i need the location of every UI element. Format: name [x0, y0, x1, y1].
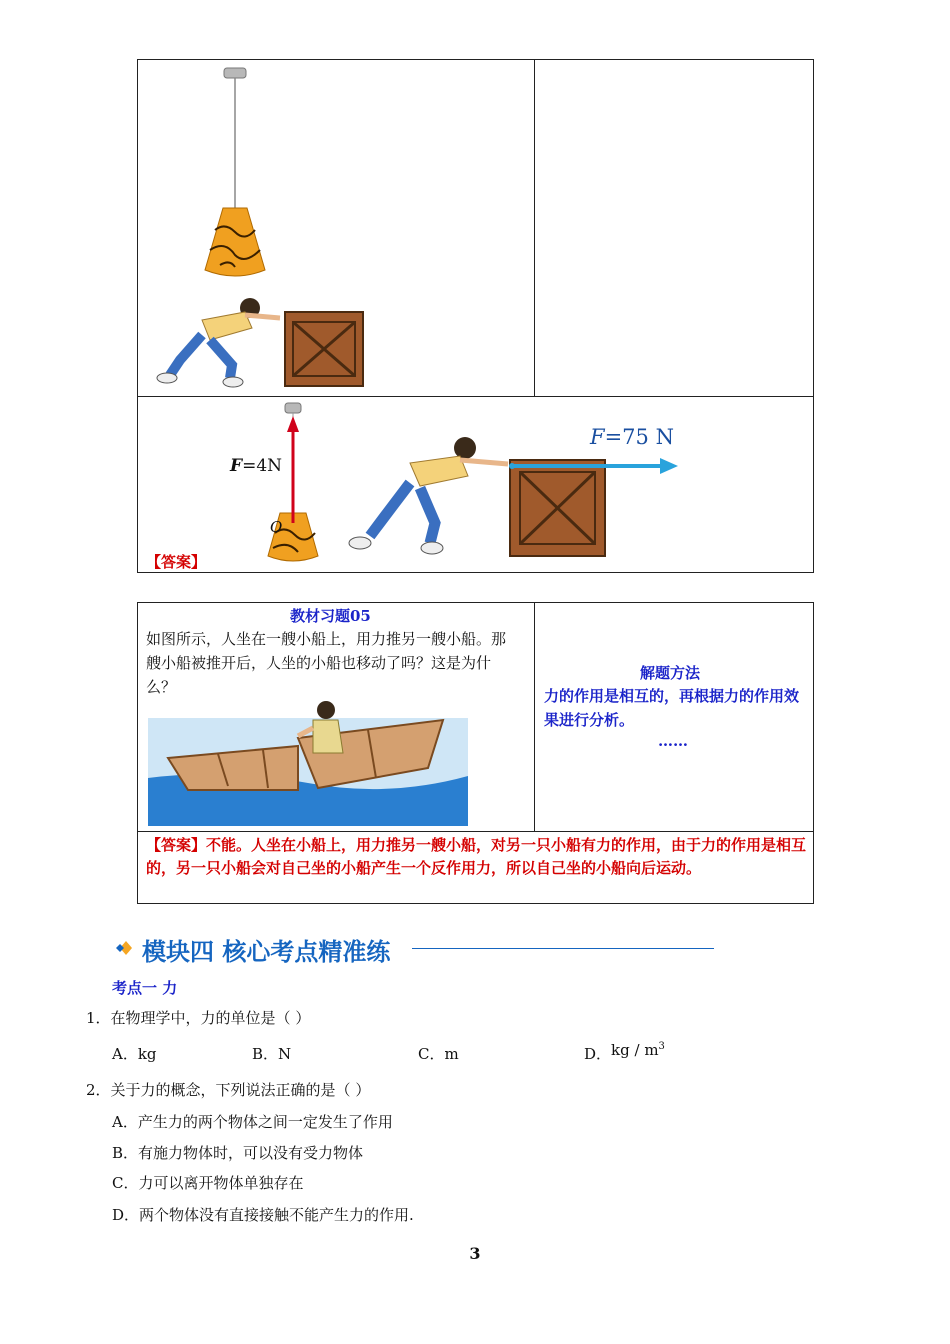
method-ellipsis: …… — [658, 732, 688, 750]
table2-answer — [146, 834, 808, 880]
boat-figure — [148, 698, 468, 826]
question-1-option-a: A．kg — [112, 1045, 157, 1063]
boy-pushing-box-answer — [349, 437, 508, 554]
wooden-box — [285, 312, 363, 386]
box-force-value: =75 N — [604, 425, 674, 449]
question-1-stem: 1．在物理学中，力的单位是（ ） — [86, 1009, 311, 1027]
table1-answer-label: 【答案】 — [146, 553, 207, 571]
section-header — [114, 930, 724, 966]
page-number: 3 — [469, 1244, 481, 1263]
box-force-symbol: F — [590, 425, 605, 449]
table2-answer-text: 不能。人坐在小船上，用力推另一艘小船，对另一只小船有力的作用，由于力的作用是相互的，另一只小船会对自己坐的小船产生一个反作用力，所以自己坐的小船向后运动。 — [146, 836, 807, 877]
table-divider-horizontal — [137, 396, 814, 397]
question-1-option-b: B．N — [252, 1045, 292, 1063]
question-2-stem: 2．关于力的概念，下列说法正确的是（ ） — [86, 1081, 371, 1099]
box-force-label — [590, 425, 674, 449]
table2-answer-label: 【答案】 — [146, 836, 207, 854]
question-1-option-c: C．m — [418, 1045, 459, 1063]
section-rule — [412, 948, 714, 949]
lamp-force-value: =4N — [242, 456, 283, 476]
boy-pushing-box — [157, 298, 280, 387]
exercise-title: 教材习题05 — [290, 607, 371, 625]
method-title: 解题方法 — [640, 664, 701, 682]
table2-divider-horizontal — [137, 831, 814, 832]
question-2-option-d: D．两个物体没有直接接触不能产生力的作用. — [112, 1206, 414, 1224]
question-2-option-c: C．力可以离开物体单独存在 — [112, 1174, 304, 1192]
lamp-force-symbol: F — [230, 456, 243, 476]
exercise-question: 如图所示，人坐在一艘小船上，用力推另一艘小船。那艘小船被推开后，人坐的小船也移动了吗？这是为什么？ — [146, 630, 507, 696]
lamp-force-label — [230, 456, 282, 476]
force-diagram-figure — [220, 398, 700, 570]
question-1-option-d — [584, 1043, 665, 1064]
question-2-option-b: B．有施力物体时，可以没有受力物体 — [112, 1144, 364, 1162]
diamond-icon — [114, 938, 138, 958]
wooden-box-answer — [510, 460, 605, 556]
question-1-option-d-label: D． — [584, 1045, 612, 1063]
question-1-option-d-sup: 3 — [658, 1041, 665, 1052]
point-o-label: O — [270, 518, 283, 536]
lamp-and-box-figure — [140, 60, 530, 393]
method-text: 力的作用是相互的，再根据力的作用效果进行分析。 — [544, 687, 800, 729]
section-subtitle: 考点一 力 — [112, 979, 178, 997]
question-1-option-d-unit: kg / m — [611, 1041, 659, 1059]
table-divider-vertical — [534, 59, 535, 396]
section-title: 模块四 核心考点精准练 — [142, 938, 391, 966]
table2-divider-vertical — [534, 602, 535, 831]
question-2-option-a: A．产生力的两个物体之间一定发生了作用 — [112, 1113, 393, 1131]
